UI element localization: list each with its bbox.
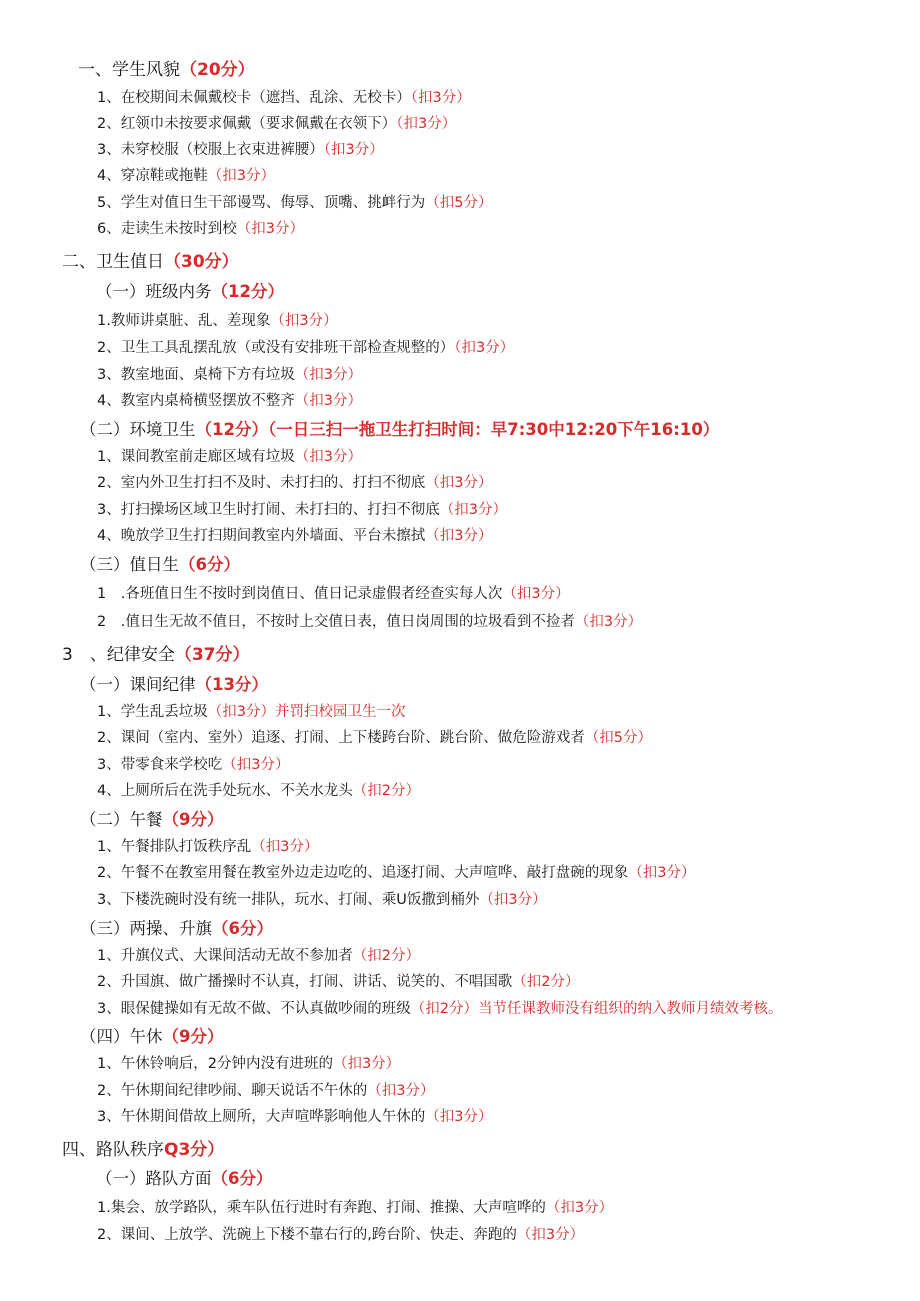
- deduction-note: （扣3分）: [207, 168, 275, 184]
- deduction-note: （扣3分）: [367, 1083, 435, 1099]
- section-heading: 四、路队秩序Q3分）: [62, 1140, 225, 1160]
- list-item: 5、学生对值日生干部谩骂、侮辱、顶嘴、挑衅行为（扣5分）: [97, 195, 493, 211]
- list-item: 1、课间教室前走廊区域有垃圾（扣3分）: [97, 449, 362, 465]
- section-heading: 一、学生风貌（20分）: [78, 60, 255, 80]
- score-note: （37分）: [174, 645, 250, 665]
- list-item: 2、午休期间纪律吵闹、聊天说话不午休的（扣3分）: [97, 1083, 435, 1099]
- score-note: （30分）: [164, 252, 239, 272]
- deduction-note: （扣3分）: [323, 142, 384, 158]
- deduction-note: （扣3分）: [502, 586, 570, 602]
- deduction-note: （扣3分）: [294, 367, 362, 383]
- list-item: 3、打扫操场区域卫生时打闹、未打扫的、打扫不彻底（扣3分）: [97, 502, 507, 518]
- deduction-note: （扣3分）: [479, 892, 547, 908]
- deduction-note: （扣2分）: [352, 948, 420, 964]
- list-item: 4、上厕所后在洗手处玩水、不关水龙头（扣2分）: [97, 783, 420, 799]
- subsection-heading: （三）值日生（6分）: [80, 555, 240, 574]
- deduction-note: （扣2分）: [512, 974, 580, 990]
- subsection-heading: （一）路队方面（6分）: [96, 1169, 273, 1188]
- list-item: 2、课间、上放学、洗碗上下楼不靠右行的,跨台阶、快走、奔跑的（扣3分）: [97, 1227, 585, 1243]
- list-item: 1、升旗仪式、大课间活动无故不参加者（扣2分）: [97, 948, 420, 964]
- deduction-note: （扣3分）: [454, 340, 515, 356]
- list-item: 1.教师讲桌脏、乱、差现象（扣3分）: [97, 313, 338, 329]
- deduction-note: （扣3分）: [332, 1056, 401, 1072]
- list-item: 4、教室内桌椅横竖摆放不整齐（扣3分）: [97, 393, 362, 409]
- deduction-note: （扣2分）当节任课教师没有组织的纳入教师月绩效考核。: [410, 1001, 783, 1017]
- section-heading: 3 、纪律安全（37分）: [62, 645, 250, 665]
- list-item: 1、学生乱丢垃圾（扣3分）并罚扫校园卫生一次: [97, 704, 406, 720]
- list-item: 3、下楼洗碗时没有统一排队，玩水、打闹、乘U饭撒到桶外（扣3分）: [97, 892, 547, 908]
- list-item: 2、课间（室内、室外）追逐、打闹、上下楼跨台阶、跳台阶、做危险游戏者（扣5分）: [97, 730, 652, 746]
- deduction-note: （扣3分）: [294, 393, 362, 409]
- deduction-note: （扣3分）: [574, 614, 643, 630]
- score-note: （6分）: [179, 555, 240, 574]
- list-item: 1 .各班值日生不按时到岗值日、值日记录虚假者经查实每人次（扣3分）: [97, 586, 570, 602]
- score-note: （13分）: [195, 675, 268, 694]
- deduction-note: （扣5分）: [425, 195, 493, 211]
- deduction-note: （扣3分）并罚扫校园卫生一次: [207, 704, 406, 720]
- deduction-note: （扣3分）: [222, 757, 290, 773]
- deduction-note: （扣3分）: [294, 449, 362, 465]
- deduction-note: （扣3分）: [425, 475, 493, 491]
- list-item: 4、晚放学卫生打扫期间教室内外墙面、平台未擦拭（扣3分）: [97, 528, 493, 544]
- deduction-note: （扣3分）: [410, 90, 471, 106]
- list-item: 3、带零食来学校吃（扣3分）: [97, 757, 290, 773]
- list-item: 6、走读生未按时到校（扣3分）: [97, 221, 304, 237]
- list-item: 2、升国旗、做广播操时不认真，打闹、讲话、说笑的、不唱国歌（扣2分）: [97, 974, 580, 990]
- list-item: 1、在校期间未佩戴校卡（遮挡、乱涂、无校卡）（扣3分）: [97, 90, 471, 106]
- list-item: 3、教室地面、桌椅下方有垃圾（扣3分）: [97, 367, 362, 383]
- deduction-note: （扣2分）: [352, 783, 420, 799]
- score-note: （9分）: [162, 810, 224, 829]
- score-note: （20分）: [180, 60, 255, 80]
- list-item: 3、午休期间借故上厕所，大声喧哗影响他人午休的（扣3分）: [97, 1109, 493, 1125]
- deduction-note: （扣3分）: [396, 116, 457, 132]
- deduction-note: （扣3分）: [236, 221, 304, 237]
- subsection-heading: （一）课间纪律（13分）: [80, 675, 268, 694]
- score-note: （6分）: [211, 1169, 273, 1188]
- list-item: 2、红领巾未按要求佩戴（要求佩戴在衣领下）（扣3分）: [97, 116, 457, 132]
- deduction-note: （扣5分）: [584, 730, 652, 746]
- deduction-note: （扣3分）: [439, 502, 507, 518]
- subsection-heading: （四）午休（9分）: [80, 1027, 224, 1046]
- subsection-heading: （二）环境卫生（12分）（一日三扫一拖卫生打扫时间：早7:30中12:20下午16:10）: [80, 420, 720, 439]
- deduction-note: （扣3分）: [251, 839, 319, 855]
- deduction-note: （扣3分）: [628, 865, 696, 881]
- list-item: 2、午餐不在教室用餐在教室外边走边吃的、追逐打闹、大声喧哗、敲打盘碗的现象（扣3分）: [97, 865, 696, 881]
- score-note: Q3分）: [164, 1140, 225, 1160]
- score-note: （9分）: [162, 1027, 224, 1046]
- list-item: 2、室内外卫生打扫不及时、未打扫的、打扫不彻底（扣3分）: [97, 475, 493, 491]
- list-item: 3、眼保健操如有无故不做、不认真做吵闹的班级（扣2分）当节任课教师没有组织的纳入教师月绩效考核。: [97, 1001, 783, 1017]
- list-item: 4、穿凉鞋或拖鞋（扣3分）: [97, 168, 275, 184]
- deduction-note: （扣3分）: [545, 1200, 614, 1216]
- subsection-heading: （一）班级内务（12分）: [96, 282, 284, 301]
- subsection-heading: （二）午餐（9分）: [80, 810, 224, 829]
- list-item: 2、卫生工具乱摆乱放（或没有安排班干部检查规整的）（扣3分）: [97, 340, 515, 356]
- list-item: 1、午休铃响后，2分钟内没有进班的（扣3分）: [97, 1056, 401, 1072]
- section-heading: 二、卫生值日（30分）: [62, 252, 239, 272]
- deduction-note: （扣3分）: [425, 528, 493, 544]
- list-item: 2 .值日生无故不值日，不按时上交值日表，值日岗周围的垃圾看到不捡者（扣3分）: [97, 614, 643, 630]
- deduction-note: （扣3分）: [516, 1227, 585, 1243]
- list-item: 3、未穿校服（校服上衣束进裤腰）（扣3分）: [97, 142, 384, 158]
- subsection-heading: （三）两操、升旗（6分）: [80, 919, 273, 938]
- deduction-note: （扣3分）: [270, 313, 338, 329]
- score-note: （12分）（一日三扫一拖卫生打扫时间：早7:30中12:20下午16:10）: [195, 420, 720, 439]
- list-item: 1.集会、放学路队，乘车队伍行进时有奔跑、打闹、推操、大声喧哗的（扣3分）: [97, 1200, 614, 1216]
- score-note: （12分）: [211, 282, 284, 301]
- list-item: 1、午餐排队打饭秩序乱（扣3分）: [97, 839, 319, 855]
- deduction-note: （扣3分）: [425, 1109, 493, 1125]
- score-note: （6分）: [212, 919, 273, 938]
